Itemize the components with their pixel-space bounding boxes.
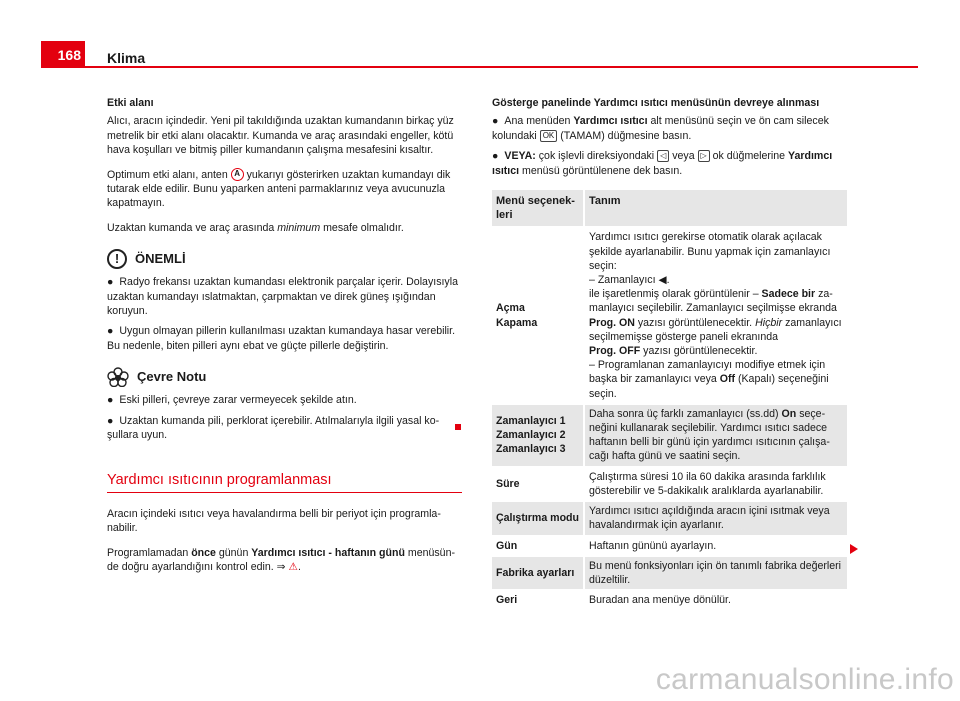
text-run: Prog. OFF (589, 345, 641, 358)
key-icon: ▷ (698, 150, 710, 162)
table-row (492, 590, 847, 610)
option-cell: Gün (492, 536, 584, 556)
description-cell (584, 227, 847, 403)
page-number: 168 (41, 41, 85, 67)
text-run: Uygun olmayan pillerin kullanılması uzaktan kumandaya hasar verebilir. Bu nedenle, biten pilleri aynı ebat ve güçte pillerle değiştirin. (107, 325, 456, 352)
text-run: zamanlayıcı seçilmemişse gösterge paneli ekranında (589, 316, 842, 343)
text-run: Uzaktan kumanda pili, perklorat içerebilir. Atılmalarıyla ilgili yasal koşullara uyun. (107, 414, 440, 442)
warning-icon: ⚠ (288, 561, 298, 574)
text-run: On (781, 407, 797, 420)
option-cell: Fabrika ayarları (492, 556, 584, 590)
list-text (492, 115, 829, 141)
table-row (492, 227, 847, 403)
text-run: seçeneğini kullanarak seçilebilir. Yardımcı ısıtıcı sadece haftanın belli bir günü için yardımcı ısıtıcının çalışacağı hafta günü ve saatini seçin. (589, 407, 830, 463)
header-cell: Menü seçenekleri (492, 190, 584, 227)
etki-heading: Etki alanı (107, 97, 154, 109)
description-cell (584, 501, 847, 535)
text-run: Haftanın gününü ayarlayın. (589, 539, 717, 552)
list-text (107, 415, 439, 441)
key-icon: ◁ (657, 150, 669, 162)
continue-arrow-icon (850, 544, 858, 554)
text-run: ok düğmelerine (709, 150, 789, 163)
key-icon: OK (540, 130, 558, 142)
text-run: Daha sonra üç farklı zamanlayıcı (ss.dd) (589, 407, 782, 420)
right-column (492, 96, 847, 611)
end-marker (455, 424, 461, 430)
text-run: minimum (277, 221, 321, 234)
menu-options-table (492, 190, 847, 611)
table-row (492, 467, 847, 501)
text-run: alt menüsünü seçin ve ön cam silecek kolundaki (492, 115, 829, 142)
list-item: ● Eski pilleri, çevreye zarar vermeyecek şekilde atın. (107, 394, 357, 407)
section-title: Yardımcı ısıtıcının programlanması (107, 473, 462, 493)
env-title: Çevre Notu (137, 369, 207, 385)
list-item: ● Ana menüden Yardımcı ısıtıcı alt menüsünü seçin ve ön cam silecek kolundaki OK (TAMAM) düğmesine basın. (492, 115, 829, 142)
list-item: ● Radyo frekansı uzaktan kumandası elektronik parçalar içerir. Dolayısıyla uzaktan kumandayı ıslatmaktan, çarpmaktan ve direk güneş ışığından koruyun. (107, 276, 458, 318)
text-run: yukarıyı gösterirken uzaktan kumandayı dik tutarak elde edilir. Bunu yaparken anteni parmaklarınız veya avucunuzla kapatmayın. (107, 168, 451, 210)
option-cell: Geri (492, 590, 584, 610)
text-run: yazısı görüntülenecektir. (634, 316, 756, 329)
text-run: Prog. ON (589, 316, 635, 329)
table-header (492, 190, 847, 227)
description-cell (584, 404, 847, 467)
text-run: Optimum etki alanı, anten (107, 168, 231, 181)
paragraph (107, 546, 462, 575)
text-run: günün (215, 546, 252, 559)
description-cell (584, 590, 847, 610)
text-run: Yardımcı ısıtıcı (573, 115, 648, 128)
flower-icon (107, 367, 129, 387)
list-text (107, 325, 455, 351)
option-cell: Çalıştırma modu (492, 501, 584, 535)
text-run: çok işlevli direksiyondaki (535, 150, 658, 163)
text-run: mesafe olmalıdır. (320, 221, 404, 234)
text-run: yazısı görüntülenecektir. – Programlanan zamanlayıcıyı modifiye etmek için başka bir zamanlayıcı veya (589, 345, 826, 386)
text-run: Yardımcı ısıtıcı - haftanın günü (251, 546, 405, 559)
label-a-icon: A (231, 168, 244, 181)
text-run: Uzaktan kumanda ve araç arasında (107, 221, 278, 234)
description-cell (584, 556, 847, 590)
text-run: VEYA: (504, 150, 536, 163)
text-run: Yardımcı ısıtıcı açıldığında aracın içini ısıtmak veya havalandırmak için ayarlanır. (589, 505, 830, 532)
paragraph (107, 168, 462, 211)
list-item: ● Uygun olmayan pillerin kullanılması uzaktan kumandaya hasar verebilir. Bu nedenle, biten pilleri aynı ebat ve güçte pillerle değiştirin. (107, 325, 456, 352)
table-row (492, 536, 847, 556)
paragraph (107, 507, 462, 536)
table-row (492, 501, 847, 535)
text-run: Radyo frekansı uzaktan kumandası elektronik parçalar içerir. Dolayısıyla uzaktan kumandayı ıslatmaktan, çarpmaktan ve direk güneş ışığından koruyun. (107, 276, 458, 318)
text-run: önce (191, 546, 216, 559)
table-row (492, 404, 847, 467)
text-run: Buradan ana menüye dönülür. (589, 594, 731, 607)
exclamation-icon: ! (107, 249, 127, 269)
option-cell: Süre (492, 467, 584, 501)
list-item: ● VEYA: çok işlevli direksiyondaki ◁ veya ▷ ok düğmelerine Yardımcı ısıtıcı menüsü görüntülenene dek basın. (492, 150, 833, 177)
important-title: ÖNEMLİ (135, 251, 186, 267)
text-run: Off (719, 373, 736, 386)
text-run: menüsü görüntülenene dek basın. (519, 164, 683, 177)
text-run: . (297, 561, 301, 574)
text-run: Sadece bir (761, 288, 816, 301)
list-item: ● Uzaktan kumanda pili, perklorat içerebilir. Atılmalarıyla ilgili yasal koşullara uyun. (107, 414, 440, 442)
list-text (107, 276, 458, 317)
list-text (492, 150, 832, 176)
text-run: Yardımcı ısıtıcı gerekirse otomatik olarak açılacak şekilde ayarlanabilir. Bunu yapmak için zamanlayıcı seçin: – Zamanlayıcı ◀. ile işaretlenmiş olarak görüntülenir – (589, 231, 831, 301)
description-cell (584, 467, 847, 501)
text-run: Aracın içindeki ısıtıcı veya havalandırma belli bir periyot için programlanabilir. (107, 507, 441, 535)
important-heading (107, 249, 462, 269)
text-run: Yardımcı ısıtıcı (492, 150, 833, 177)
text-run: Programlamadan (107, 546, 192, 559)
list-text (119, 394, 356, 406)
table-row (492, 556, 847, 590)
text-run: Eski pilleri, çevreye zarar vermeyecek şekilde atın. (119, 394, 357, 407)
option-cell: Açma Kapama (492, 227, 584, 403)
text-run: Ana menüden (504, 115, 574, 128)
text-run: Alıcı, aracın içindedir. Yeni pil takıldığında uzaktan kumandanın birkaç yüz metrelik bir etki alanı olacaktır. Kumanda ve araç arasındaki engeller, kötü hava koşulları ve bitmiş piller kumandanın çalışma mesafesini kısaltır. (107, 115, 454, 157)
paragraph (107, 114, 462, 157)
paragraph (107, 221, 462, 235)
text-run: menüsünde doğru ayarlandığını kontrol edin. ⇒ (107, 546, 455, 574)
text-run: (Kapalı) seçeneğini seçin. (589, 373, 829, 400)
header-cell: Tanım (584, 190, 847, 227)
left-column (107, 96, 462, 585)
right-heading: Gösterge panelinde Yardımcı ısıtıcı menüsünün devreye alınması (492, 97, 820, 109)
watermark: carmanualsonline.info (655, 663, 954, 696)
chapter-title: Klima (107, 50, 146, 66)
text-run: Çalıştırma süresi 10 ila 60 dakika arasında farklılık gösterebilir ve 5-dakikalık aralıklarda ayarlanabilir. (589, 470, 826, 497)
header-rule (41, 66, 918, 68)
text-run: veya (669, 150, 698, 163)
env-heading (107, 367, 462, 387)
text-run: zamanlayıcı seçilebilir. Zamanlayıcı seçilmişse ekranda (589, 288, 837, 315)
text-run: (TAMAM) düğmesine basın. (557, 129, 692, 142)
text-run: Bu menü fonksiyonları için ön tanımlı fabrika değerleri düzeltilir. (589, 559, 842, 586)
text-run: Hiçbir (755, 316, 783, 329)
option-cell: Zamanlayıcı 1 Zamanlayıcı 2 Zamanlayıcı 3 (492, 404, 584, 467)
description-cell (584, 536, 847, 556)
